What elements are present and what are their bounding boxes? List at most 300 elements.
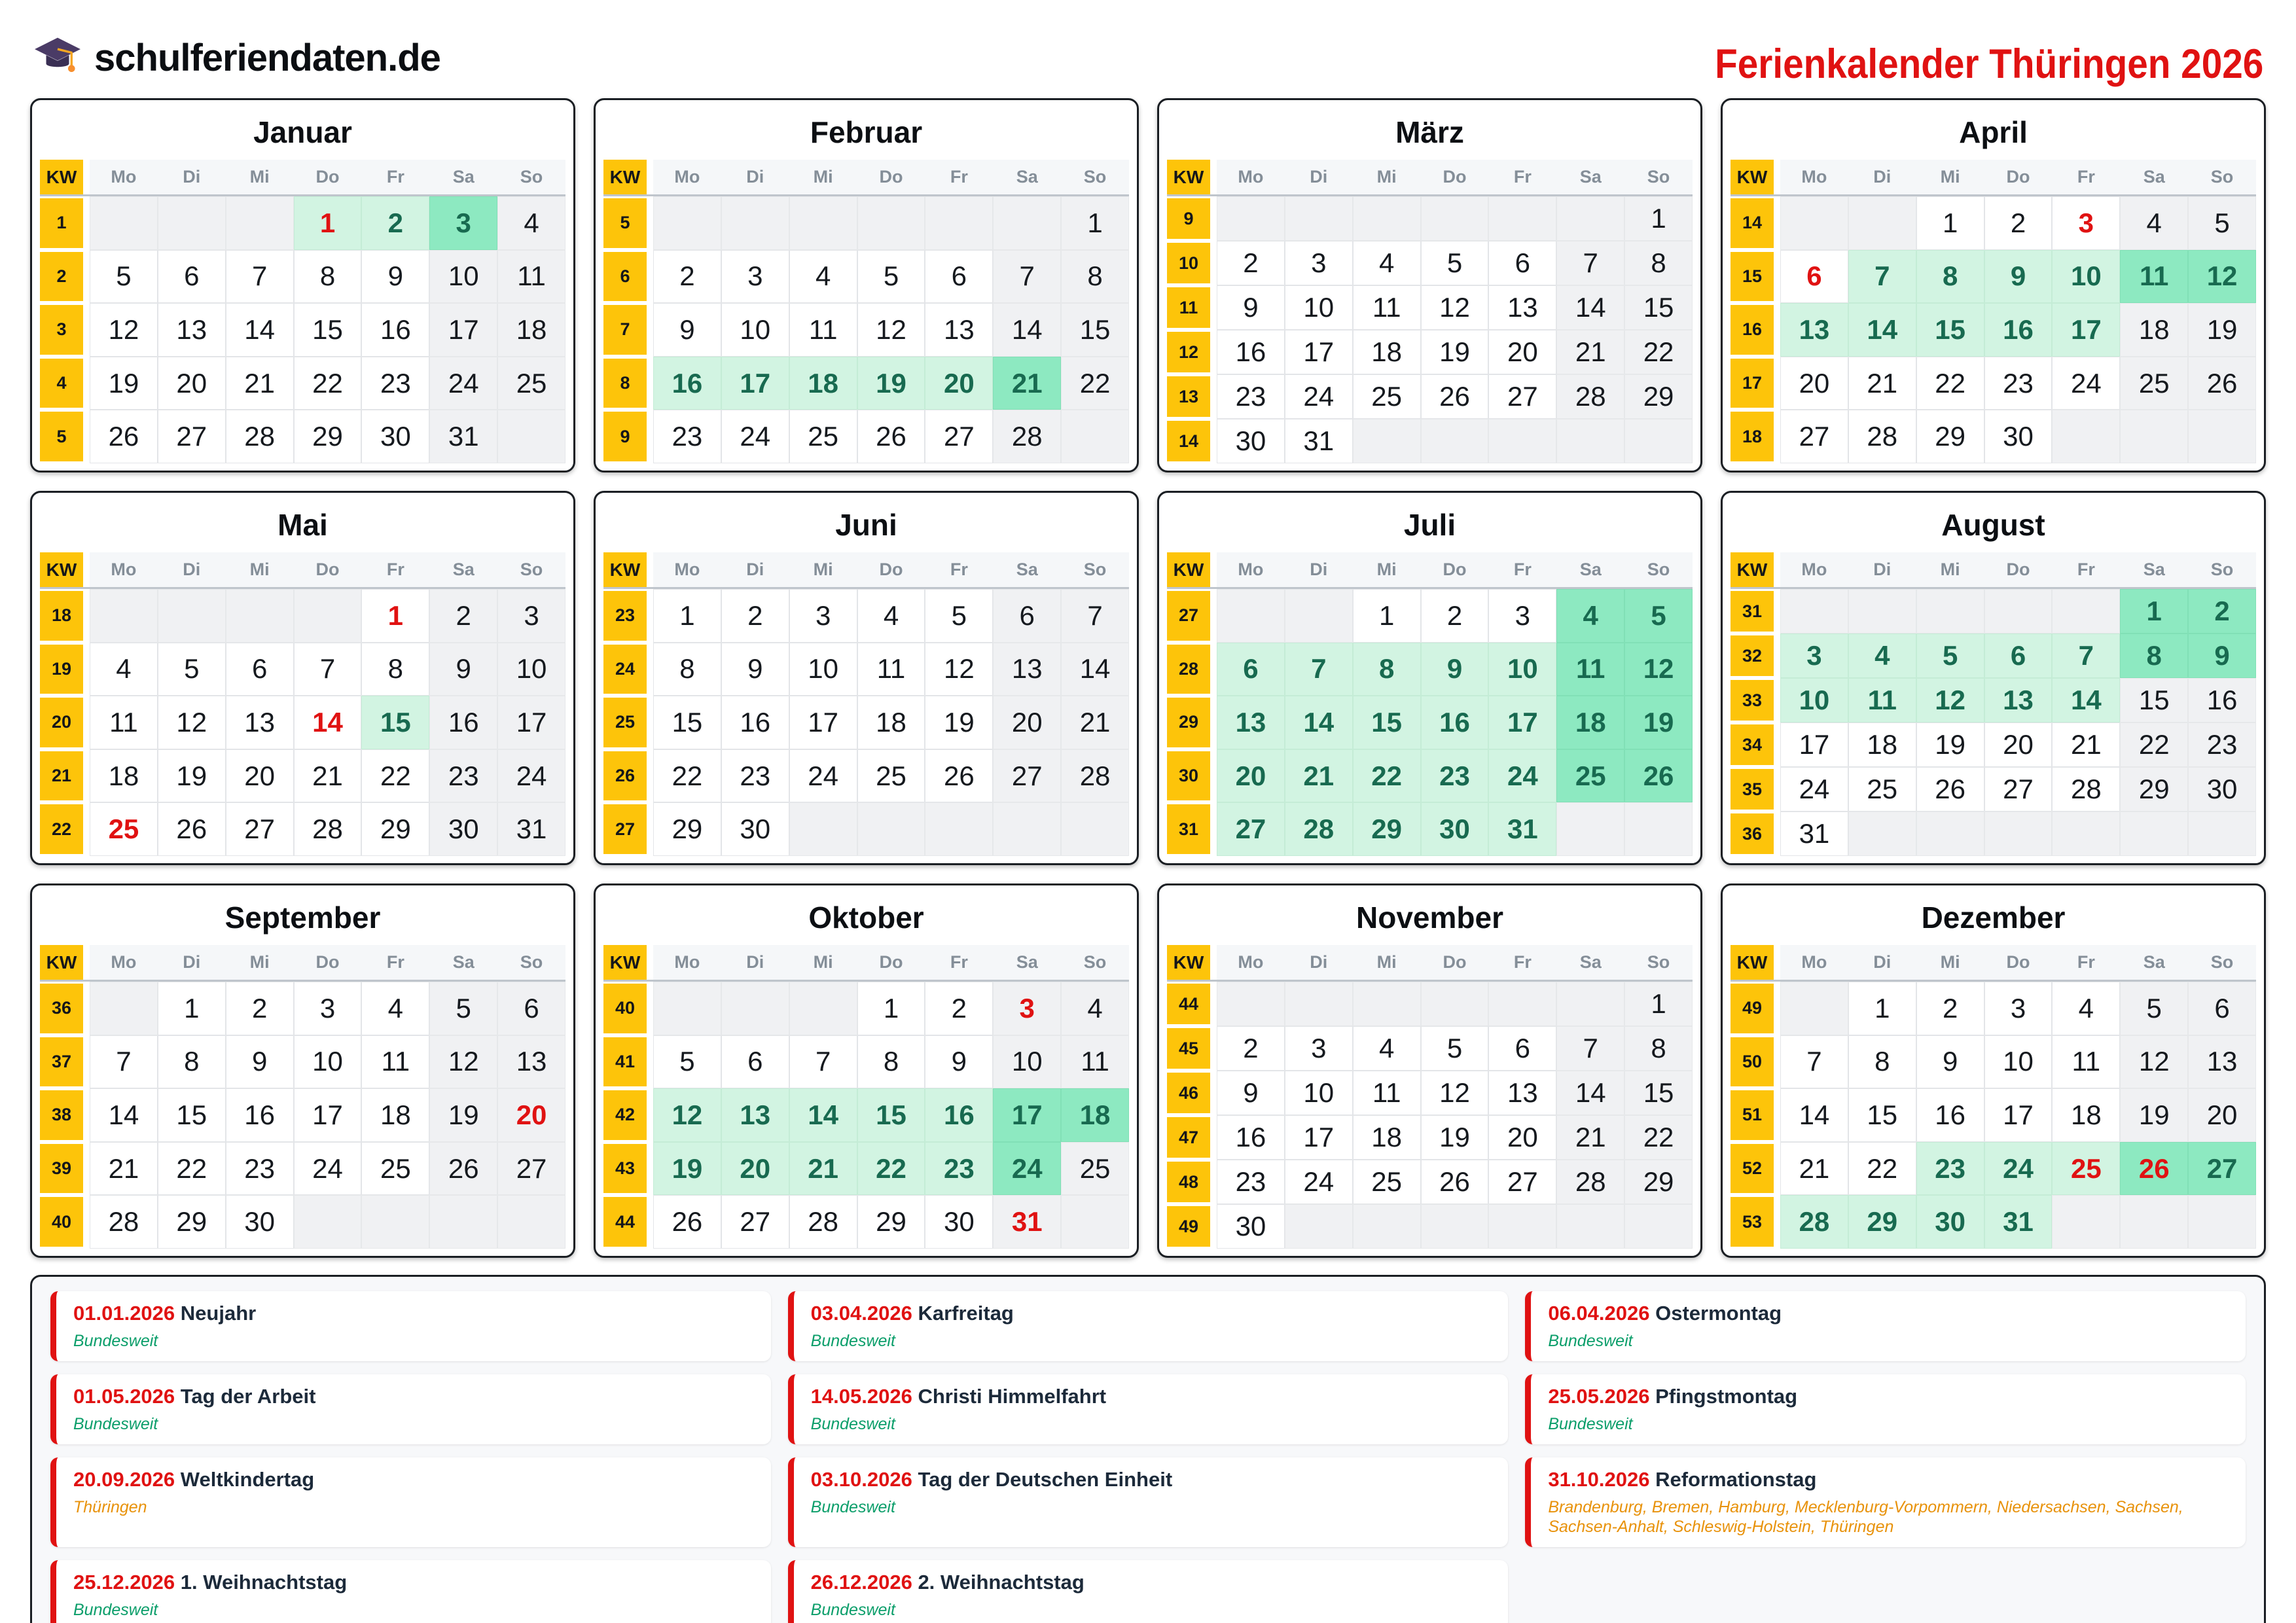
row-spacer	[1774, 633, 1780, 678]
kw-header-cell: KW	[603, 552, 647, 587]
day-cell: 10	[429, 250, 497, 304]
site-logo[interactable]	[33, 33, 440, 82]
holiday-title-line	[1548, 1302, 2229, 1325]
day-cell: 29	[1624, 1160, 1693, 1204]
day-cell: 31	[1488, 802, 1556, 856]
day-cell: 10	[789, 643, 857, 696]
day-cell: 27	[1488, 374, 1556, 419]
day-cell: 9	[1916, 1035, 1984, 1089]
day-header-mo: Mo	[90, 552, 158, 587]
day-cell-empty	[1984, 589, 2053, 633]
day-cell: 2	[429, 589, 497, 643]
row-spacer	[83, 1142, 90, 1196]
calendar-week-row	[603, 357, 1129, 410]
calendar-week-row	[1731, 1088, 2256, 1142]
day-header-di: Di	[158, 552, 226, 587]
day-cell: 27	[1488, 1160, 1556, 1204]
day-cell-empty	[1624, 419, 1693, 463]
day-header-mo: Mo	[90, 945, 158, 980]
day-cell: 9	[925, 1035, 993, 1089]
day-header-di: Di	[1285, 552, 1353, 587]
day-cell: 7	[294, 643, 362, 696]
day-cell-empty	[1556, 196, 1624, 241]
day-cell: 22	[1353, 749, 1421, 803]
month-title: April	[1959, 115, 2028, 149]
day-cell: 16	[925, 1088, 993, 1142]
day-cell: 4	[1848, 633, 1916, 678]
day-cell: 20	[497, 1088, 565, 1142]
kw-cell: 23	[603, 591, 647, 641]
day-cell-empty	[1353, 982, 1421, 1026]
day-cell: 26	[653, 1195, 721, 1249]
day-cell-empty	[2052, 589, 2120, 633]
day-header-do: Do	[857, 552, 925, 587]
month-august	[1721, 491, 2266, 865]
day-header-di: Di	[158, 945, 226, 980]
day-cell: 10	[993, 1035, 1061, 1089]
day-cell: 18	[1848, 722, 1916, 767]
day-cell: 17	[1488, 696, 1556, 749]
month-märz	[1157, 98, 1702, 473]
kw-cell: 27	[1167, 591, 1210, 641]
calendar-week-row	[1731, 722, 2256, 767]
kw-cell: 48	[1167, 1162, 1210, 1202]
day-cell: 3	[1285, 241, 1353, 285]
calendar-week-row	[1167, 285, 1693, 330]
row-spacer	[1210, 1204, 1217, 1249]
day-cell: 7	[1556, 241, 1624, 285]
holiday-title-line	[811, 1385, 1492, 1408]
day-cell: 7	[1061, 589, 1129, 643]
kw-cell: 2	[40, 252, 83, 302]
day-cell: 25	[1353, 374, 1421, 419]
day-cell: 4	[90, 643, 158, 696]
day-cell: 30	[925, 1195, 993, 1249]
day-cell: 5	[158, 643, 226, 696]
kw-cell: 26	[603, 751, 647, 801]
day-cell: 12	[925, 643, 993, 696]
day-header-do: Do	[857, 160, 925, 194]
day-cell: 23	[925, 1142, 993, 1196]
day-cell: 28	[90, 1195, 158, 1249]
day-cell: 5	[653, 1035, 721, 1089]
row-spacer	[647, 1195, 653, 1249]
day-cell: 8	[158, 1035, 226, 1089]
day-cell: 22	[158, 1142, 226, 1196]
day-cell: 13	[158, 303, 226, 357]
day-cell: 1	[361, 589, 429, 643]
day-cell-empty	[90, 982, 158, 1035]
day-cell-empty	[1421, 419, 1489, 463]
day-cell: 6	[1780, 250, 1848, 304]
day-cell: 20	[1780, 357, 1848, 410]
day-cell: 22	[2120, 722, 2188, 767]
day-cell: 22	[1624, 330, 1693, 374]
day-cell-empty	[993, 196, 1061, 250]
day-cell-empty	[925, 802, 993, 856]
day-cell: 3	[789, 589, 857, 643]
holiday-card	[1525, 1374, 2246, 1444]
day-cell: 24	[2052, 357, 2120, 410]
day-cell: 31	[1984, 1195, 2053, 1249]
day-cell-empty	[1780, 589, 1848, 633]
kw-cell: 47	[1167, 1117, 1210, 1158]
day-cell-empty	[1353, 196, 1421, 241]
kw-cell: 16	[1731, 305, 1774, 355]
day-cell-empty	[2120, 1195, 2188, 1249]
day-cell: 31	[429, 410, 497, 463]
day-header-di: Di	[721, 945, 789, 980]
row-spacer	[1210, 419, 1217, 463]
day-cell: 28	[1061, 749, 1129, 803]
day-cell: 15	[1624, 1071, 1693, 1115]
day-cell: 17	[789, 696, 857, 749]
day-cell: 8	[294, 250, 362, 304]
day-header-do: Do	[294, 945, 362, 980]
kw-cell: 32	[1731, 635, 1774, 676]
day-cell: 25	[497, 357, 565, 410]
day-cell: 22	[1624, 1115, 1693, 1160]
day-cell: 10	[2052, 250, 2120, 304]
day-cell-empty	[1780, 196, 1848, 250]
day-cell: 4	[857, 589, 925, 643]
day-cell: 10	[294, 1035, 362, 1089]
kw-cell: 49	[1731, 984, 1774, 1033]
day-cell: 23	[1421, 749, 1489, 803]
holiday-name: Ostermontag	[1655, 1302, 1782, 1325]
day-header-di: Di	[1848, 945, 1916, 980]
day-header-di: Di	[721, 160, 789, 194]
kw-cell: 36	[40, 984, 83, 1033]
calendar-week-row	[40, 410, 565, 463]
day-header-fr: Fr	[925, 160, 993, 194]
day-cell: 18	[497, 303, 565, 357]
day-cell-empty	[2188, 410, 2256, 463]
day-cell: 22	[1061, 357, 1129, 410]
calendar-week-row	[603, 410, 1129, 463]
day-header-mo: Mo	[653, 552, 721, 587]
day-cell-empty	[1556, 1204, 1624, 1249]
day-header-so: So	[1061, 552, 1129, 587]
day-cell: 11	[361, 1035, 429, 1089]
kw-header-cell: KW	[1167, 160, 1210, 194]
day-cell-empty	[158, 589, 226, 643]
day-cell: 4	[1353, 241, 1421, 285]
day-cell: 10	[1780, 678, 1848, 722]
day-header-so: So	[1624, 552, 1693, 587]
kw-header-cell: KW	[1731, 160, 1774, 194]
day-cell: 29	[857, 1195, 925, 1249]
row-spacer	[647, 982, 653, 1035]
row-spacer	[1210, 374, 1217, 419]
day-cell: 21	[1848, 357, 1916, 410]
day-cell: 6	[226, 643, 294, 696]
day-cell: 14	[1848, 303, 1916, 357]
day-cell: 9	[361, 250, 429, 304]
day-cell-empty	[1624, 802, 1693, 856]
day-cell: 30	[1916, 1195, 1984, 1249]
day-cell: 20	[2188, 1088, 2256, 1142]
holiday-title-line	[1548, 1468, 2229, 1491]
kw-cell: 31	[1167, 804, 1210, 854]
kw-header-cell: KW	[1167, 945, 1210, 980]
calendar-header-row	[1731, 552, 2256, 589]
day-cell: 4	[1556, 589, 1624, 643]
month-title: November	[1356, 901, 1503, 935]
month-juni	[594, 491, 1139, 865]
day-cell: 28	[789, 1195, 857, 1249]
row-spacer	[1210, 1026, 1217, 1071]
holiday-card	[50, 1457, 771, 1547]
day-cell: 10	[1285, 285, 1353, 330]
kw-header-cell: KW	[603, 945, 647, 980]
day-cell: 13	[1984, 678, 2053, 722]
day-cell: 2	[1217, 1026, 1285, 1071]
holiday-name: 1. Weihnachtstag	[180, 1571, 348, 1594]
day-cell: 21	[1061, 696, 1129, 749]
calendar-week-row	[1731, 633, 2256, 678]
month-body	[603, 982, 1129, 1249]
page-header	[0, 0, 2296, 98]
kw-cell: 50	[1731, 1037, 1774, 1087]
calendar-header-row	[603, 552, 1129, 589]
day-cell: 14	[789, 1088, 857, 1142]
calendar-week-row	[1731, 982, 2256, 1035]
day-cell: 5	[2120, 982, 2188, 1035]
day-header-sa: Sa	[2120, 945, 2188, 980]
day-cell: 8	[361, 643, 429, 696]
day-cell: 24	[1285, 1160, 1353, 1204]
day-cell: 18	[361, 1088, 429, 1142]
kw-cell: 42	[603, 1090, 647, 1140]
day-header-sa: Sa	[1556, 552, 1624, 587]
month-title: Februar	[810, 115, 923, 149]
row-spacer	[1210, 196, 1217, 241]
day-cell: 15	[294, 303, 362, 357]
holiday-title-line	[73, 1385, 754, 1408]
day-cell: 24	[1285, 374, 1353, 419]
day-cell-empty	[158, 196, 226, 250]
holiday-name: Weltkindertag	[180, 1468, 315, 1491]
day-cell-empty	[789, 196, 857, 250]
day-cell: 3	[1488, 589, 1556, 643]
day-cell: 28	[226, 410, 294, 463]
calendar-week-row	[40, 696, 565, 749]
day-cell: 4	[2120, 196, 2188, 250]
day-cell: 22	[294, 357, 362, 410]
calendar-header-row	[1731, 945, 2256, 982]
day-cell: 8	[1624, 241, 1693, 285]
row-spacer	[1210, 330, 1217, 374]
kw-cell: 17	[1731, 359, 1774, 408]
calendar-week-row	[603, 696, 1129, 749]
day-cell: 24	[789, 749, 857, 803]
holiday-name: Reformationstag	[1655, 1468, 1817, 1491]
day-cell: 3	[294, 982, 362, 1035]
day-cell: 1	[158, 982, 226, 1035]
day-cell: 9	[1984, 250, 2053, 304]
day-header-do: Do	[1421, 945, 1489, 980]
day-cell-empty	[1217, 589, 1285, 643]
day-cell: 1	[857, 982, 925, 1035]
day-cell: 14	[993, 303, 1061, 357]
day-cell: 11	[1353, 285, 1421, 330]
day-header-sa: Sa	[993, 945, 1061, 980]
holiday-date: 20.09.2026	[73, 1468, 175, 1491]
day-cell: 31	[497, 802, 565, 856]
day-cell: 16	[1217, 330, 1285, 374]
holiday-region: Brandenburg, Bremen, Hamburg, Mecklenburg-Vorpommern, Niedersachsen, Sachsen, Sachsen-Anhalt, Schleswig-Holstein, Thüringen	[1548, 1498, 2183, 1536]
day-cell: 22	[1916, 357, 1984, 410]
holiday-title-line	[1548, 1385, 2229, 1408]
day-cell: 7	[2052, 633, 2120, 678]
day-cell: 11	[1556, 643, 1624, 696]
month-title: August	[1941, 508, 2045, 542]
day-cell-empty	[1488, 1204, 1556, 1249]
day-cell: 19	[1421, 1115, 1489, 1160]
header-spacer	[647, 552, 653, 587]
day-cell: 10	[497, 643, 565, 696]
day-cell: 21	[993, 357, 1061, 410]
calendar-week-row	[1167, 330, 1693, 374]
day-cell-empty	[1061, 1195, 1129, 1249]
day-cell: 17	[429, 303, 497, 357]
day-header-fr: Fr	[1488, 160, 1556, 194]
day-header-mo: Mo	[653, 945, 721, 980]
calendar-week-row	[603, 749, 1129, 803]
day-header-so: So	[1061, 160, 1129, 194]
day-cell-empty	[993, 802, 1061, 856]
holiday-name: Tag der Deutschen Einheit	[918, 1468, 1173, 1491]
day-header-mi: Mi	[1353, 552, 1421, 587]
day-cell: 28	[1285, 802, 1353, 856]
day-cell: 26	[1916, 767, 1984, 812]
day-header-di: Di	[1848, 552, 1916, 587]
row-spacer	[647, 802, 653, 856]
month-body	[1167, 982, 1693, 1249]
kw-cell: 1	[40, 198, 83, 248]
graduation-cap-icon	[33, 33, 82, 82]
day-cell: 6	[1984, 633, 2053, 678]
day-cell: 1	[653, 589, 721, 643]
row-spacer	[83, 749, 90, 803]
calendar-week-row	[1167, 241, 1693, 285]
day-cell: 13	[1780, 303, 1848, 357]
day-cell: 25	[789, 410, 857, 463]
day-cell: 27	[1780, 410, 1848, 463]
day-cell: 29	[1848, 1195, 1916, 1249]
day-cell: 14	[1061, 643, 1129, 696]
day-cell: 2	[1984, 196, 2053, 250]
day-cell-empty	[1217, 982, 1285, 1026]
day-cell: 1	[294, 196, 362, 250]
day-cell: 21	[226, 357, 294, 410]
day-cell: 2	[721, 589, 789, 643]
month-body	[1731, 589, 2256, 856]
day-cell: 3	[2052, 196, 2120, 250]
day-header-do: Do	[1421, 160, 1489, 194]
day-cell: 25	[361, 1142, 429, 1196]
kw-cell: 3	[40, 305, 83, 355]
day-cell: 11	[90, 696, 158, 749]
day-cell: 20	[1488, 1115, 1556, 1160]
day-cell: 23	[361, 357, 429, 410]
day-cell: 7	[1780, 1035, 1848, 1089]
day-cell: 4	[497, 196, 565, 250]
kw-cell: 18	[40, 591, 83, 641]
day-cell-empty	[429, 1195, 497, 1249]
kw-cell: 13	[1167, 376, 1210, 417]
kw-header-cell: KW	[1731, 945, 1774, 980]
day-cell: 14	[294, 696, 362, 749]
day-cell: 19	[429, 1088, 497, 1142]
day-cell: 16	[721, 696, 789, 749]
kw-header-cell: KW	[1731, 552, 1774, 587]
kw-cell: 31	[1731, 591, 1774, 632]
kw-cell: 25	[603, 698, 647, 747]
month-dezember	[1721, 883, 2266, 1258]
day-cell: 8	[1848, 1035, 1916, 1089]
calendar-week-row	[1731, 250, 2256, 304]
calendar-week-row	[40, 1195, 565, 1249]
day-cell: 2	[361, 196, 429, 250]
calendar-week-row	[40, 250, 565, 304]
day-cell: 13	[1488, 285, 1556, 330]
day-cell: 26	[2188, 357, 2256, 410]
day-header-sa: Sa	[429, 552, 497, 587]
day-cell: 28	[1556, 1160, 1624, 1204]
calendar-week-row	[1167, 374, 1693, 419]
day-cell: 13	[2188, 1035, 2256, 1089]
day-cell-empty	[1916, 589, 1984, 633]
day-header-fr: Fr	[2052, 160, 2120, 194]
day-cell: 9	[1421, 643, 1489, 696]
day-cell: 1	[1916, 196, 1984, 250]
kw-cell: 33	[1731, 680, 1774, 721]
day-cell: 12	[1916, 678, 1984, 722]
day-cell: 4	[1353, 1026, 1421, 1071]
day-cell: 28	[993, 410, 1061, 463]
calendar-header-row	[1731, 160, 2256, 196]
holiday-region: Bundesweit	[1548, 1332, 1633, 1350]
page-title: Ferienkalender Thüringen 2026	[1714, 41, 2263, 87]
holiday-date: 26.12.2026	[810, 1571, 912, 1594]
day-cell-empty	[1556, 982, 1624, 1026]
day-cell: 30	[721, 802, 789, 856]
calendar-week-row	[40, 1088, 565, 1142]
day-cell-empty	[2052, 812, 2120, 856]
day-cell-empty	[2188, 1195, 2256, 1249]
legend-panel	[30, 1275, 2266, 1623]
day-header-so: So	[1624, 160, 1693, 194]
calendar-header-row	[603, 945, 1129, 982]
day-header-mi: Mi	[789, 552, 857, 587]
day-cell: 25	[1556, 749, 1624, 803]
day-header-di: Di	[1285, 160, 1353, 194]
day-header-sa: Sa	[2120, 552, 2188, 587]
day-cell-empty	[90, 589, 158, 643]
day-cell: 9	[1217, 1071, 1285, 1115]
holiday-name: Pfingstmontag	[1655, 1385, 1798, 1408]
calendar-week-row	[603, 303, 1129, 357]
day-header-mi: Mi	[1353, 160, 1421, 194]
day-cell-empty	[1421, 982, 1489, 1026]
day-cell: 14	[1556, 1071, 1624, 1115]
day-cell-empty	[497, 1195, 565, 1249]
kw-cell: 6	[603, 252, 647, 302]
day-cell-empty	[294, 1195, 362, 1249]
day-cell-empty	[2052, 1195, 2120, 1249]
